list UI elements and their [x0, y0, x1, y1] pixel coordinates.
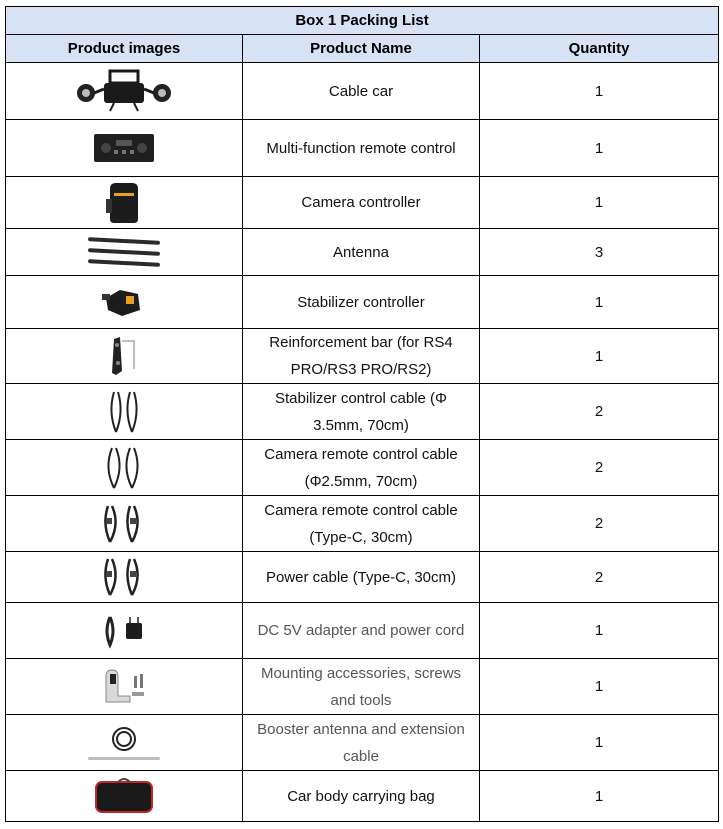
reinforcement-bar-icon: [104, 333, 144, 379]
packing-list-table: [5, 6, 719, 822]
carrying-bag-icon: [92, 776, 156, 816]
product-quantity: 2: [480, 552, 719, 603]
booster-antenna-icon: [84, 721, 164, 765]
product-name: Cable car: [243, 63, 480, 120]
product-quantity: 1: [480, 659, 719, 715]
table-row: [6, 177, 719, 229]
table-row: [6, 229, 719, 276]
product-image: [6, 715, 243, 771]
product-image: [6, 177, 243, 229]
cable-icon: [102, 444, 146, 492]
product-quantity: 2: [480, 440, 719, 496]
product-quantity: 1: [480, 603, 719, 659]
product-quantity: 1: [480, 771, 719, 822]
product-name: Power cable (Type-C, 30cm): [243, 552, 480, 603]
table-row: [6, 63, 719, 120]
packing-list: [5, 6, 718, 822]
product-image: [6, 603, 243, 659]
table-row: [6, 276, 719, 329]
product-image: [6, 384, 243, 440]
product-image: [6, 440, 243, 496]
product-quantity: 1: [480, 177, 719, 229]
header-quantity: Quantity: [480, 35, 719, 63]
antenna-icon: [84, 235, 164, 269]
product-quantity: 1: [480, 276, 719, 329]
product-name: Stabilizer control cable (Φ 3.5mm, 70cm): [243, 384, 480, 440]
product-quantity: 1: [480, 329, 719, 384]
table-row: [6, 329, 719, 384]
product-quantity: 2: [480, 384, 719, 440]
stabilizer-controller-icon: [100, 284, 148, 320]
table-row: [6, 384, 719, 440]
product-quantity: 2: [480, 496, 719, 552]
product-name: Stabilizer controller: [243, 276, 480, 329]
cable-icon: [100, 555, 148, 599]
cable-icon: [100, 500, 148, 548]
product-image: [6, 329, 243, 384]
product-name: Reinforcement bar (for RS4 PRO/RS3 PRO/RS2): [243, 329, 480, 384]
table-row: [6, 659, 719, 715]
product-quantity: 1: [480, 63, 719, 120]
product-image: [6, 63, 243, 120]
product-name: Booster antenna and extension cable: [243, 715, 480, 771]
table-row: [6, 715, 719, 771]
header-product-images: Product images: [6, 35, 243, 63]
product-name: Car body carrying bag: [243, 771, 480, 822]
product-image: [6, 771, 243, 822]
mounting-accessories-icon: [96, 666, 152, 708]
product-name: Camera remote control cable (Φ2.5mm, 70cm): [243, 440, 480, 496]
power-adapter-icon: [100, 613, 148, 649]
remote-control-icon: [92, 130, 156, 166]
product-quantity: 1: [480, 715, 719, 771]
product-quantity: 1: [480, 120, 719, 177]
header-product-name: Product Name: [243, 35, 480, 63]
table-title: Box 1 Packing List: [6, 7, 719, 35]
camera-controller-icon: [104, 181, 144, 225]
product-name: Antenna: [243, 229, 480, 276]
product-name: Camera controller: [243, 177, 480, 229]
table-row: [6, 603, 719, 659]
product-name: DC 5V adapter and power cord: [243, 603, 480, 659]
table-row: [6, 552, 719, 603]
product-image: [6, 120, 243, 177]
table-row: [6, 440, 719, 496]
product-name: Multi-function remote control: [243, 120, 480, 177]
table-row: [6, 120, 719, 177]
table-row: [6, 771, 719, 822]
table-row: [6, 496, 719, 552]
product-image: [6, 229, 243, 276]
cable-car-icon: [74, 69, 174, 113]
product-name: Camera remote control cable (Type-C, 30cm): [243, 496, 480, 552]
cable-icon: [104, 388, 144, 436]
product-image: [6, 496, 243, 552]
product-image: [6, 552, 243, 603]
product-quantity: 3: [480, 229, 719, 276]
product-name: Mounting accessories, screws and tools: [243, 659, 480, 715]
product-image: [6, 276, 243, 329]
product-image: [6, 659, 243, 715]
